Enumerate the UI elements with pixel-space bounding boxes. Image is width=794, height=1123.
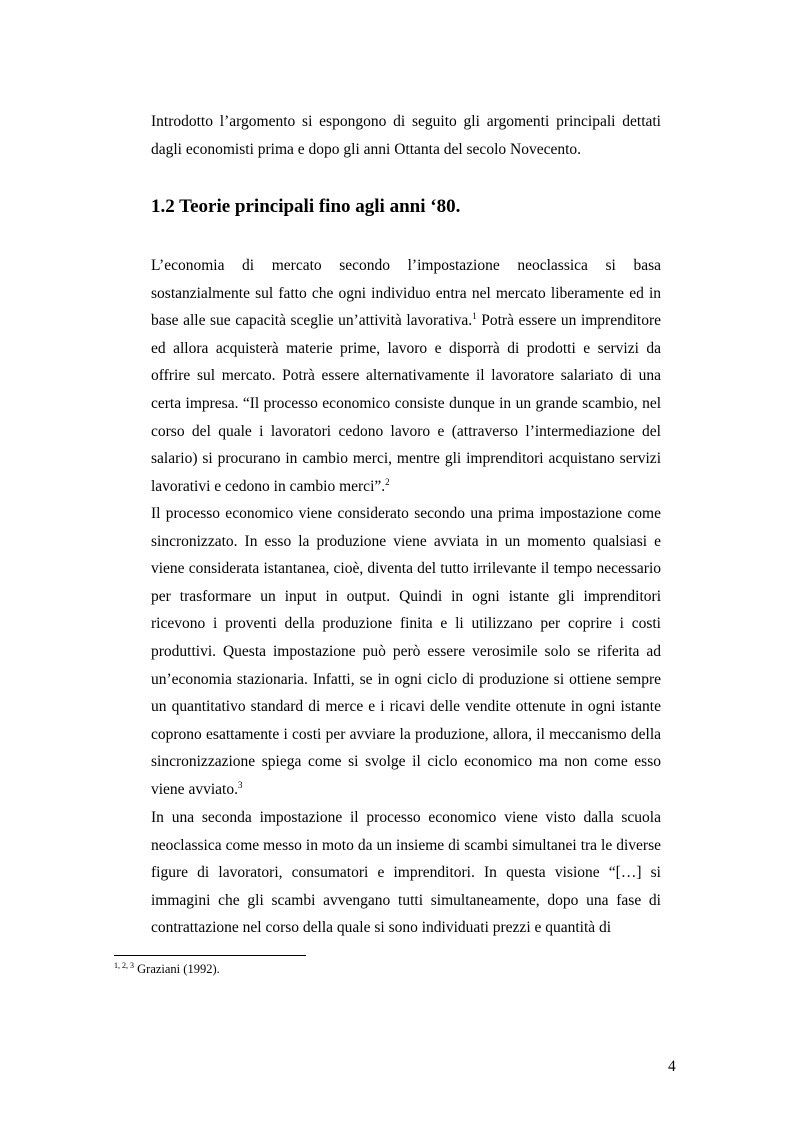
footnote-ref: 2: [385, 476, 390, 487]
footnote-text: Graziani (1992).: [134, 962, 220, 976]
paragraph-text: Potrà essere un imprenditore ed allora acquisterà materie prime, lavoro e disporrà di prodotti e servizi da offrire sul mercato. Potrà essere alternativamente il lavoratore salariato di una certa impresa. “Il processo economico consiste dunque in un grande scambio, nel corso del quale i lavoratori cedono lavoro e (attraverso l’intermediazione del salario) si procurano in cambio merci, mentre gli imprenditori acquistano servizi lavorativi e cedono in cambio merci”.: [151, 312, 662, 495]
section-heading: 1.2 Teorie principali fino agli anni ‘80.: [151, 196, 461, 217]
footnote-separator: [114, 955, 306, 956]
intro-text: Introdotto l’argomento si espongono di seguito gli argomenti principali dettati dagli economisti prima e dopo gli anni Ottanta del secolo Novecento.: [151, 113, 661, 158]
paragraph-text: Il processo economico viene considerato secondo una prima impostazione come sincronizzato. In esso la produzione viene avviata in un momento qualsiasi e viene considerata istantanea, cioè, diventa del tutto irrilevante il tempo necessario per trasformare un input in output. Quindi in ogni istante gli imprenditori ricevono i proventi della produzione finita e li utilizzano per coprire i costi produttivi. Questa impostazione può però essere verosimile solo se riferita ad un’economia stazionaria. Infatti, se in ogni ciclo di produzione si ottiene sempre un quantitativo standard di merce e i ricavi delle vendite ottenute in ogni istante coprono esattamente i costi per avviare la produzione, allora, il meccanismo della sincronizzazione spiega come si svolge il ciclo economico ma non come esso viene avviato.: [151, 505, 661, 798]
body-paragraph-market: [151, 252, 661, 500]
footnote-markers: 1, 2, 3: [114, 961, 134, 970]
footnote-ref: 3: [237, 779, 243, 790]
body-paragraph-synchronized: [151, 500, 661, 804]
intro-paragraph: [151, 108, 661, 163]
body-paragraph-simultaneous: [151, 804, 661, 942]
paragraph-text: L’economia di mercato secondo l’impostazione neoclassica si basa sostanzialmente sul fatto che ogni individuo entra nel mercato liberamente ed in base alle sue capacità sceglie un’attività lavorativa.: [151, 257, 661, 330]
paragraph-text: In una seconda impostazione il processo economico viene visto dalla scuola neoclassica come messo in moto da un insieme di scambi simultanei tra le diverse figure di lavoratori, consumatori e imprenditori. In questa visione “[…] si immagini che gli scambi avvengano tutti simultaneamente, dopo una fase di contrattazione nel corso della quale si sono individuati prezzi e quantità di: [151, 809, 661, 937]
footnote-ref: 1: [472, 311, 477, 322]
footnote: [114, 961, 220, 977]
page-number: 4: [668, 1058, 676, 1075]
